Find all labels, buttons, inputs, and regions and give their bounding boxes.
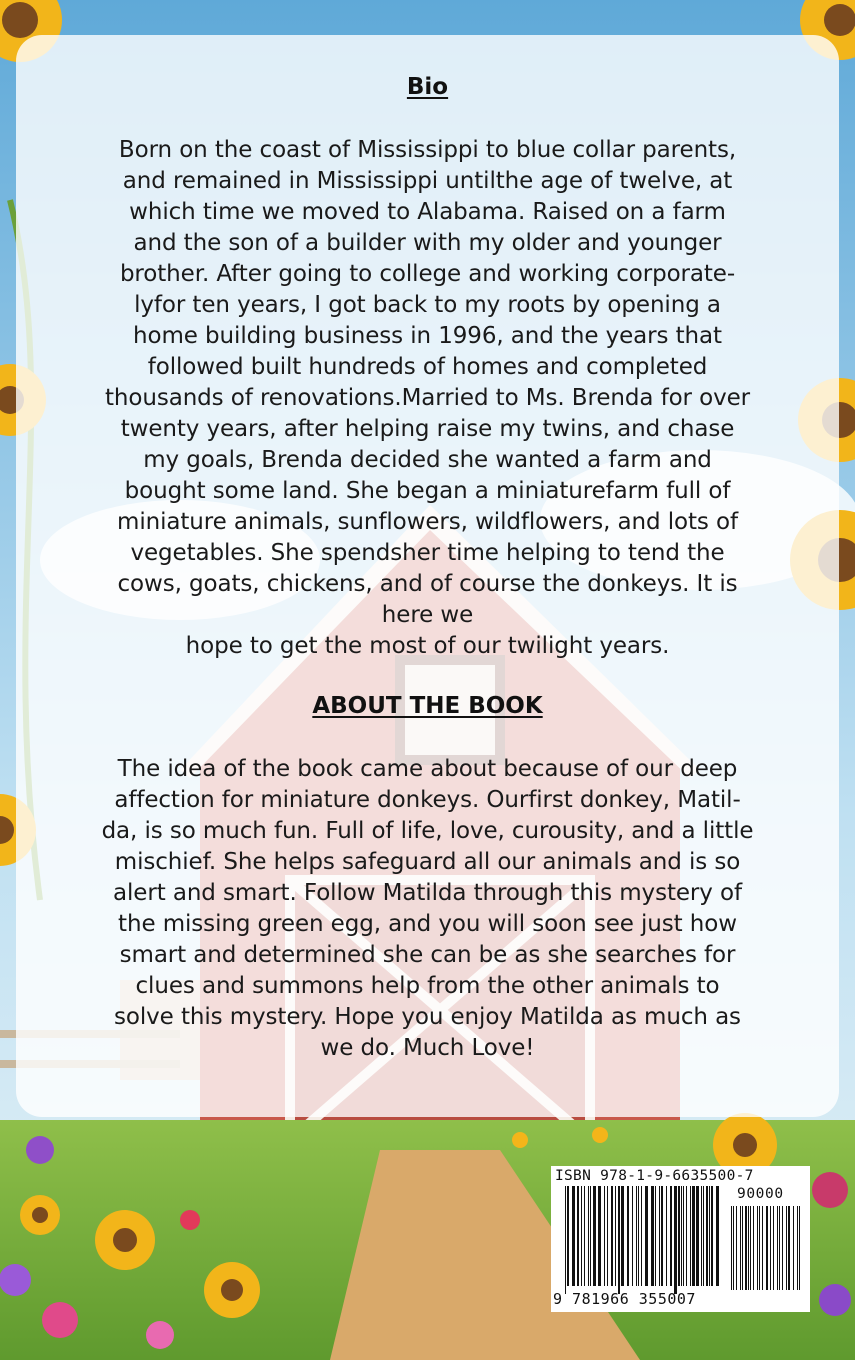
- barcode-bar: [621, 1186, 624, 1286]
- about-line: alert and smart. Follow Matilda through this mystery of: [113, 880, 742, 906]
- bio-paragraph: [50, 135, 805, 662]
- barcode-addon-bar: [757, 1206, 758, 1290]
- bio-line: lyfor ten years, I got back to my roots by opening a: [134, 292, 721, 318]
- barcode-bar: [670, 1186, 672, 1286]
- about-line: clues and summons help from the other animals to: [135, 973, 720, 999]
- barcode-bar: [678, 1186, 680, 1286]
- bio-line: hope to get the most of our twilight years.: [185, 633, 670, 659]
- bio-line: which time we moved to Alabama. Raised on a farm: [129, 199, 726, 225]
- bio-line: my goals, Brenda decided she wanted a farm and: [143, 447, 712, 473]
- barcode-bar: [593, 1186, 596, 1286]
- bio-heading: Bio: [406, 74, 449, 100]
- barcode-bar: [604, 1186, 605, 1286]
- bio-line: twenty years, after helping raise my twins, and chase: [120, 416, 735, 442]
- bio-line: vegetables. She spendsher time helping to tend the: [130, 540, 725, 566]
- barcode-bar: [611, 1186, 613, 1286]
- about-line: mischief. She helps safeguard all our animals and is so: [114, 849, 741, 875]
- about-line: The idea of the book came about because of our deep: [117, 756, 738, 782]
- barcode-addon-bar: [731, 1206, 732, 1290]
- barcode-bar: [607, 1186, 608, 1286]
- bio-line: thousands of renovations.Married to Ms. Brenda for over: [104, 385, 750, 411]
- bio-line: bought some land. She began a miniaturefarm full of: [124, 478, 731, 504]
- barcode-addon-bar: [766, 1206, 768, 1290]
- bio-line: followed built hundreds of homes and completed: [147, 354, 708, 380]
- barcode-bar: [577, 1186, 579, 1286]
- barcode-bar: [696, 1186, 699, 1286]
- barcode-bar: [701, 1186, 702, 1286]
- bio-line: Born on the coast of Mississippi to blue collar parents,: [118, 137, 737, 163]
- barcode-bar: [565, 1186, 566, 1294]
- bio-line: brother. After going to college and working corporate-: [119, 261, 736, 287]
- barcode-bar: [651, 1186, 654, 1286]
- bio-line: and the son of a builder with my older and younger: [133, 230, 722, 256]
- bio-line: cows, goats, chickens, and of course the donkeys. It is: [117, 571, 738, 597]
- barcode-addon-bar: [782, 1206, 783, 1290]
- barcode-addon-bar: [759, 1206, 760, 1290]
- barcode-bar: [572, 1186, 575, 1286]
- barcode-bar: [686, 1186, 687, 1286]
- barcode-bar: [666, 1186, 667, 1286]
- barcode-bar: [590, 1186, 591, 1286]
- barcode-addon-bar: [748, 1206, 749, 1290]
- barcode-bar: [627, 1186, 629, 1286]
- barcode-addon-bar: [779, 1206, 780, 1290]
- barcode-addon-bar: [770, 1206, 771, 1290]
- bio-line: home building business in 1996, and the years that: [133, 323, 722, 349]
- barcode-addon-bar: [762, 1206, 763, 1290]
- barcode-bar: [618, 1186, 620, 1294]
- barcode-bar: [598, 1186, 601, 1286]
- bio-line: and remained in Mississippi untilthe age of twelve, at: [122, 168, 733, 194]
- barcode-bar: [659, 1186, 660, 1286]
- about-heading: ABOUT THE BOOK: [312, 693, 543, 719]
- barcode-bar: [632, 1186, 633, 1286]
- barcode-bar: [638, 1186, 639, 1286]
- barcode-addon-bar: [736, 1206, 737, 1290]
- barcode-addon-bar: [788, 1206, 790, 1290]
- barcode-bar: [615, 1186, 616, 1286]
- ean-number: 9 781966 355007: [553, 1290, 696, 1308]
- barcode-addon-bar: [745, 1206, 747, 1290]
- about-line: the missing green egg, and you will soon see just how: [118, 911, 737, 937]
- barcode-bar: [641, 1186, 642, 1286]
- barcode-bar: [645, 1186, 648, 1286]
- barcode-addon-bar: [733, 1206, 734, 1290]
- barcode-bar: [683, 1186, 684, 1286]
- barcode-bar: [706, 1186, 708, 1286]
- about-paragraph: [50, 754, 805, 1064]
- about-line: affection for miniature donkeys. Ourfirst donkey, Matil-: [114, 787, 741, 813]
- barcode-addon-bar: [797, 1206, 798, 1290]
- barcode-addon-bar: [740, 1206, 741, 1290]
- price-addon-number: 90000: [737, 1186, 784, 1202]
- barcode-bar: [584, 1186, 585, 1286]
- barcode-bar: [709, 1186, 710, 1286]
- barcode-bar: [588, 1186, 589, 1286]
- barcode-addon-bar: [799, 1206, 800, 1290]
- barcode-bar: [692, 1186, 695, 1286]
- barcode-bar: [567, 1186, 569, 1286]
- barcode-addon-bar: [753, 1206, 754, 1290]
- about-line: we do. Much Love!: [320, 1035, 535, 1061]
- isbn-number: ISBN 978-1-9-6635500-7: [555, 1168, 754, 1184]
- barcode-addon-bar: [786, 1206, 787, 1290]
- about-line: smart and determined she can be as she searches for: [119, 942, 736, 968]
- barcode-bar: [690, 1186, 691, 1286]
- isbn-barcode: [551, 1166, 810, 1312]
- barcode-bar: [655, 1186, 656, 1286]
- about-line: da, is so much fun. Full of life, love, curousity, and a little: [101, 818, 754, 844]
- barcode-addon-bar: [750, 1206, 751, 1290]
- barcode-addon-bar: [742, 1206, 743, 1290]
- barcode-bar: [711, 1186, 713, 1286]
- about-line: solve this mystery. Hope you enjoy Matilda as much as: [114, 1004, 741, 1030]
- bio-line: here we: [381, 602, 474, 628]
- barcode-bar: [636, 1186, 637, 1286]
- barcode-bar: [674, 1186, 677, 1294]
- barcode-addon-bar: [793, 1206, 794, 1290]
- bio-line: miniature animals, sunflowers, wildflowers, and lots of: [117, 509, 738, 535]
- barcode-bar: [661, 1186, 663, 1286]
- barcode-bar: [581, 1186, 582, 1286]
- barcode-bar: [703, 1186, 704, 1286]
- barcode-bar: [681, 1186, 682, 1286]
- barcode-addon-bar: [773, 1206, 774, 1290]
- barcode-bar: [716, 1186, 719, 1286]
- barcode-addon-bar: [777, 1206, 778, 1290]
